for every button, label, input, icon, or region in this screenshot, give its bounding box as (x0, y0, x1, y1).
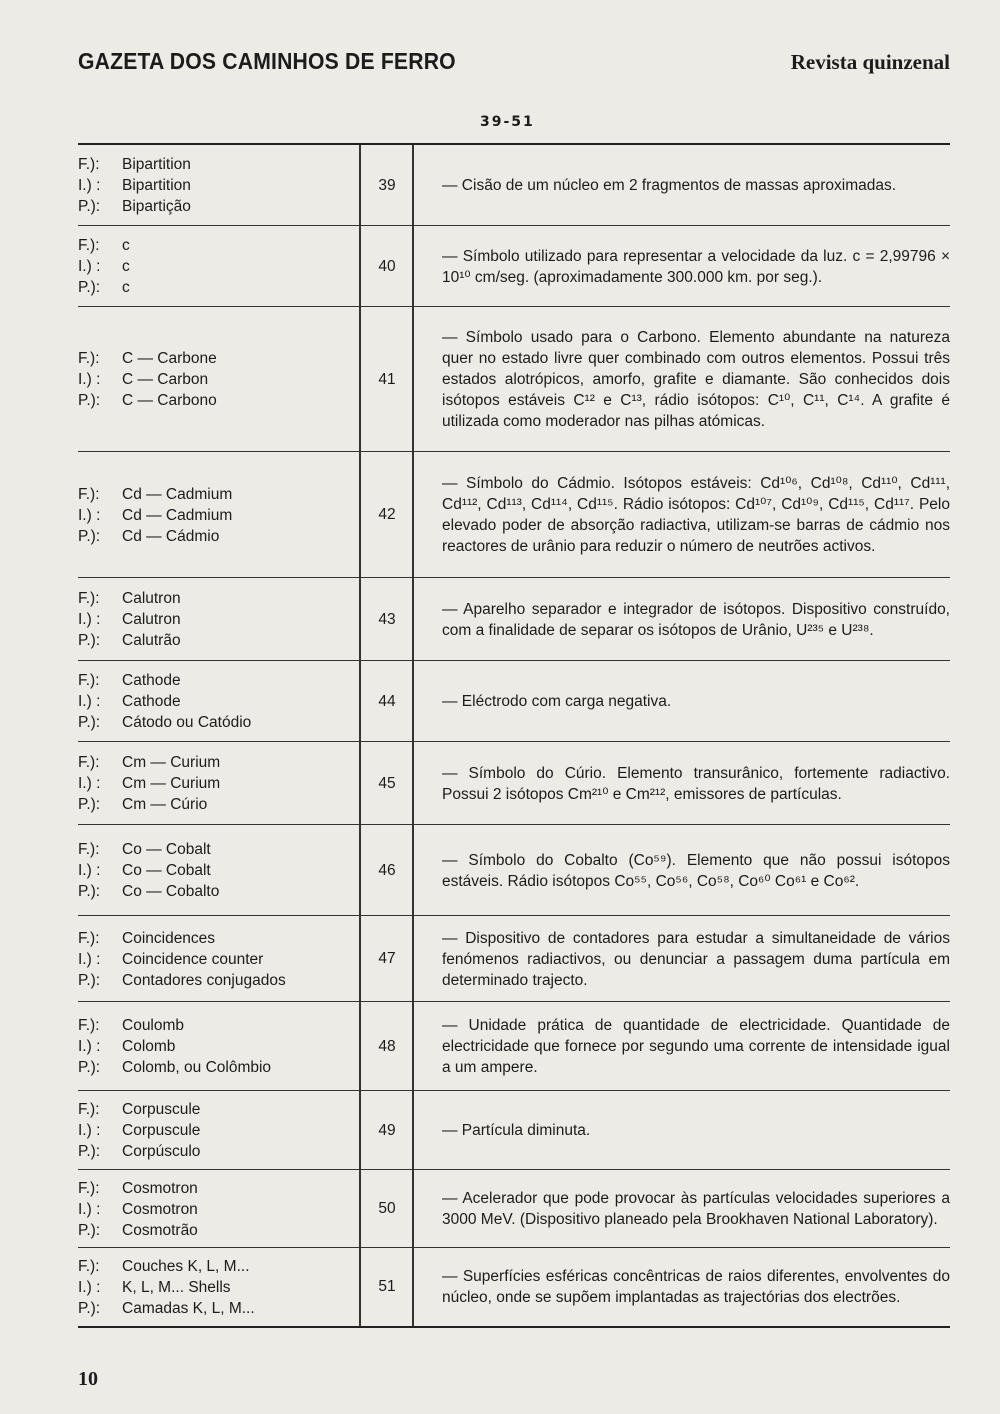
entry-definition (442, 452, 950, 578)
page-number: 10 (78, 1368, 98, 1390)
definition-text: — Superfícies esféricas concêntricas de raios diferentes, envolventes do núcleo, onde se supõem implantadas as trajectórias dos electrões. (442, 1268, 950, 1306)
term-line (78, 794, 358, 815)
entry-number: 49 (378, 1121, 396, 1139)
term-text: Calutron (122, 590, 181, 607)
term-line (78, 277, 358, 298)
entry-number: 51 (378, 1278, 396, 1295)
language-code: F.): (78, 754, 100, 771)
entry-terms (78, 825, 358, 916)
term-text: Cátodo ou Catódio (122, 714, 252, 731)
definition-text: — Cisão de um núcleo em 2 fragmentos de massas aproximadas. (442, 177, 897, 194)
language-code: I.) : (78, 775, 101, 792)
term-text: c (122, 279, 130, 296)
term-line (78, 1141, 358, 1162)
term-line (78, 196, 358, 217)
language-code: F.): (78, 237, 100, 254)
entry-number: 39 (378, 176, 396, 194)
term-line (78, 1277, 358, 1298)
entry-definition (442, 1170, 950, 1248)
language-code: F.): (78, 1257, 100, 1275)
entry-definition (442, 661, 950, 742)
term-line (78, 881, 358, 902)
entry-terms (78, 661, 358, 742)
term-text: C — Carbone (122, 350, 217, 367)
entry-terms (78, 307, 358, 452)
language-code: I.) : (78, 371, 101, 388)
term-text: Corpúsculo (122, 1143, 201, 1160)
term-line (78, 1120, 358, 1141)
term-text: Bipartição (122, 198, 191, 215)
language-code: P.): (78, 279, 101, 296)
glossary-entry (78, 578, 950, 661)
language-code: I.) : (78, 1038, 101, 1055)
glossary-entry (78, 1002, 950, 1091)
entry-definition (442, 578, 950, 661)
term-line (78, 691, 358, 712)
language-code: F.): (78, 1101, 100, 1118)
term-text: Cosmotron (122, 1200, 198, 1218)
language-code: I.) : (78, 1200, 101, 1218)
language-code: I.) : (78, 611, 101, 628)
language-code: F.): (78, 672, 100, 689)
term-line (78, 526, 358, 547)
term-line (78, 1099, 358, 1120)
entry-number: 41 (378, 370, 396, 388)
language-code: I.) : (78, 950, 101, 968)
entry-terms (78, 1170, 358, 1248)
language-code: F.): (78, 156, 100, 173)
term-text: Camadas K, L, M... (122, 1299, 255, 1317)
term-line (78, 860, 358, 881)
term-text: Couches K, L, M... (122, 1257, 250, 1275)
term-text: Co — Cobalto (122, 883, 220, 900)
glossary-entry (78, 825, 950, 916)
term-text: c (122, 258, 130, 275)
definition-text: — Símbolo usado para o Carbono. Elemento abundante na natureza quer no estado livre quer combinado com outros elementos. Possui três estados alotrópicos, amorfo, grafite e diamante. São conhecidos dois isótopos estáveis C¹² e C¹³, rádio isótopos: C¹⁰, C¹¹, C¹⁴. A grafite é utilizada como moderador nas pilhas atómicas. (442, 329, 950, 430)
language-code: I.) : (78, 862, 101, 879)
language-code: I.) : (78, 177, 101, 194)
term-text: Cd — Cadmium (122, 485, 233, 503)
definition-text: — Dispositivo de contadores para estudar a simultaneidade de vários fenómenos radiactivos, ou denunciar a passagem duma partícula em determinado trajecto. (442, 929, 950, 989)
term-text: Bipartition (122, 156, 191, 173)
term-line (78, 588, 358, 609)
term-text: Co — Cobalt (122, 862, 211, 879)
term-line (78, 630, 358, 651)
term-line (78, 1220, 358, 1241)
term-text: Cathode (122, 672, 181, 689)
language-code: P.): (78, 1143, 101, 1160)
entry-number: 44 (378, 692, 396, 710)
entry-terms (78, 1002, 358, 1091)
entry-terms (78, 916, 358, 1002)
term-line (78, 949, 358, 970)
definition-text: — Símbolo utilizado para representar a velocidade da luz. c = 2,99796 × 10¹⁰ cm/seg. (aproximadamente 300.000 km. por seg.). (442, 247, 950, 286)
glossary-entry (78, 1248, 950, 1326)
language-code: P.): (78, 883, 101, 900)
term-text: Coincidences (122, 929, 216, 947)
entry-terms (78, 145, 358, 226)
language-code: F.): (78, 590, 100, 607)
table-bottom-rule (78, 1326, 950, 1328)
language-code: P.): (78, 198, 101, 215)
glossary-entry (78, 145, 950, 226)
term-text: Cm — Curium (122, 754, 221, 771)
journal-title: GAZETA DOS CAMINHOS DE FERRO (78, 48, 456, 74)
term-line (78, 970, 358, 991)
language-code: I.) : (78, 1122, 101, 1139)
term-text: Co — Cobalt (122, 841, 211, 858)
term-text: Cm — Curium (122, 775, 221, 792)
entry-number: 47 (378, 950, 396, 967)
term-text: c (122, 237, 130, 254)
entry-terms (78, 452, 358, 578)
term-text: Cd — Cadmium (122, 506, 233, 524)
term-text: Calutrão (122, 632, 181, 649)
term-text: Contadores conjugados (122, 971, 286, 989)
term-text: Bipartition (122, 177, 191, 194)
language-code: P.): (78, 1299, 101, 1317)
definition-text: — Unidade prática de quantidade de electricidade. Quantidade de electricidade que fornece por segundo uma corrente de intensidade igual a um ampere. (442, 1017, 950, 1076)
term-line (78, 154, 358, 175)
language-code: P.): (78, 527, 101, 545)
entry-number: 50 (378, 1200, 396, 1217)
entry-definition (442, 145, 950, 226)
entry-terms (78, 226, 358, 307)
definition-text: — Símbolo do Cobalto (Co⁵⁹). Elemento que não possui isótopos estáveis. Rádio isótopos Co⁵⁵, Co⁵⁶, Co⁵⁸, Co⁶⁰ Co⁶¹ e Co⁶². (442, 851, 950, 890)
term-line (78, 1256, 358, 1277)
language-code: P.): (78, 971, 101, 989)
term-text: Corpuscule (122, 1101, 201, 1118)
entry-number: 48 (378, 1037, 396, 1055)
entry-definition (442, 825, 950, 916)
term-line (78, 348, 358, 369)
term-text: Calutron (122, 611, 181, 628)
term-line (78, 390, 358, 411)
language-code: P.): (78, 1059, 101, 1076)
definition-text: — Acelerador que pode provocar às partículas velocidades superiores a 3000 MeV. (Dispositivo planeado pela Brookhaven National Laboratory). (442, 1190, 950, 1228)
entry-terms (78, 578, 358, 661)
entry-terms (78, 1248, 358, 1326)
entry-range: 39-51 (480, 114, 535, 130)
language-code: F.): (78, 485, 100, 503)
language-code: F.): (78, 929, 100, 947)
language-code: P.): (78, 1221, 101, 1239)
language-code: I.) : (78, 693, 101, 710)
entry-definition (442, 1091, 950, 1170)
term-text: Cosmotron (122, 1179, 198, 1197)
term-text: Coincidence counter (122, 950, 264, 968)
term-line (78, 712, 358, 733)
glossary-entry (78, 1170, 950, 1248)
term-text: Cm — Cúrio (122, 796, 208, 813)
term-text: Cathode (122, 693, 181, 710)
language-code: F.): (78, 1179, 100, 1197)
language-code: P.): (78, 714, 101, 731)
term-line (78, 773, 358, 794)
term-line (78, 928, 358, 949)
language-code: I.) : (78, 1278, 101, 1296)
entry-terms (78, 742, 358, 825)
language-code: I.) : (78, 506, 101, 524)
entry-definition (442, 307, 950, 452)
term-line (78, 484, 358, 505)
entry-definition (442, 1248, 950, 1326)
term-line (78, 175, 358, 196)
term-line (78, 670, 358, 691)
language-code: P.): (78, 392, 101, 409)
entry-number: 40 (378, 257, 396, 275)
entry-definition (442, 1002, 950, 1091)
term-text: Coulomb (122, 1017, 185, 1034)
glossary-entry (78, 307, 950, 452)
term-line (78, 505, 358, 526)
language-code: P.): (78, 796, 101, 813)
term-line (78, 839, 358, 860)
language-code: F.): (78, 841, 100, 858)
glossary-entry (78, 742, 950, 825)
definition-text: — Eléctrodo com carga negativa. (442, 693, 672, 710)
term-line (78, 752, 358, 773)
entry-terms (78, 1091, 358, 1170)
definition-text: — Símbolo do Cádmio. Isótopos estáveis: Cd¹⁰⁶, Cd¹⁰⁸, Cd¹¹⁰, Cd¹¹¹, Cd¹¹², Cd¹¹³, Cd¹¹⁴, Cd¹¹⁵. Rádio isótopos: Cd¹⁰⁷, Cd¹⁰⁹, Cd¹¹⁵, Cd¹¹⁷. Pelo elevado poder de absorção radiactiva, utilizam-se barras de cádmio nos reactores de urânio para reduzir o número de neutrões activos. (442, 475, 950, 555)
term-text: K, L, M... Shells (122, 1278, 231, 1296)
entry-number: 43 (378, 610, 396, 628)
entry-number: 46 (378, 861, 396, 879)
term-text: C — Carbon (122, 371, 209, 388)
definition-text: — Aparelho separador e integrador de isótopos. Dispositivo construído, com a finalidade de separar os isótopos de Urânio, U²³⁵ e U²³⁸. (442, 600, 950, 639)
term-text: C — Carbono (122, 392, 217, 409)
entry-definition (442, 916, 950, 1002)
entry-definition (442, 226, 950, 307)
language-code: F.): (78, 350, 100, 367)
term-text: Cd — Cádmio (122, 527, 220, 545)
definition-text: — Partícula diminuta. (442, 1122, 591, 1139)
entry-number: 45 (378, 774, 396, 792)
definition-text: — Símbolo do Cúrio. Elemento transurânico, fortemente radiactivo. Possui 2 isótopos Cm²¹⁰ e Cm²¹², emissores de partículas. (442, 764, 950, 803)
glossary-entry (78, 452, 950, 578)
glossary-entry (78, 1091, 950, 1170)
term-line (78, 1178, 358, 1199)
term-line (78, 1015, 358, 1036)
glossary-entry (78, 916, 950, 1002)
term-line (78, 1036, 358, 1057)
term-line (78, 609, 358, 630)
language-code: I.) : (78, 258, 101, 275)
term-text: Colomb (122, 1038, 176, 1055)
term-line (78, 1298, 358, 1319)
language-code: P.): (78, 632, 101, 649)
entry-definition (442, 742, 950, 825)
term-line (78, 1199, 358, 1220)
glossary-entry (78, 226, 950, 307)
term-line (78, 235, 358, 256)
language-code: F.): (78, 1017, 100, 1034)
entry-number: 42 (378, 506, 396, 523)
term-text: Colomb, ou Colômbio (122, 1059, 272, 1076)
term-line (78, 256, 358, 277)
term-text: Cosmotrão (122, 1221, 198, 1239)
journal-subtitle: Revista quinzenal (790, 50, 950, 74)
glossary-entry (78, 661, 950, 742)
term-line (78, 1057, 358, 1078)
term-text: Corpuscule (122, 1122, 201, 1139)
term-line (78, 369, 358, 390)
